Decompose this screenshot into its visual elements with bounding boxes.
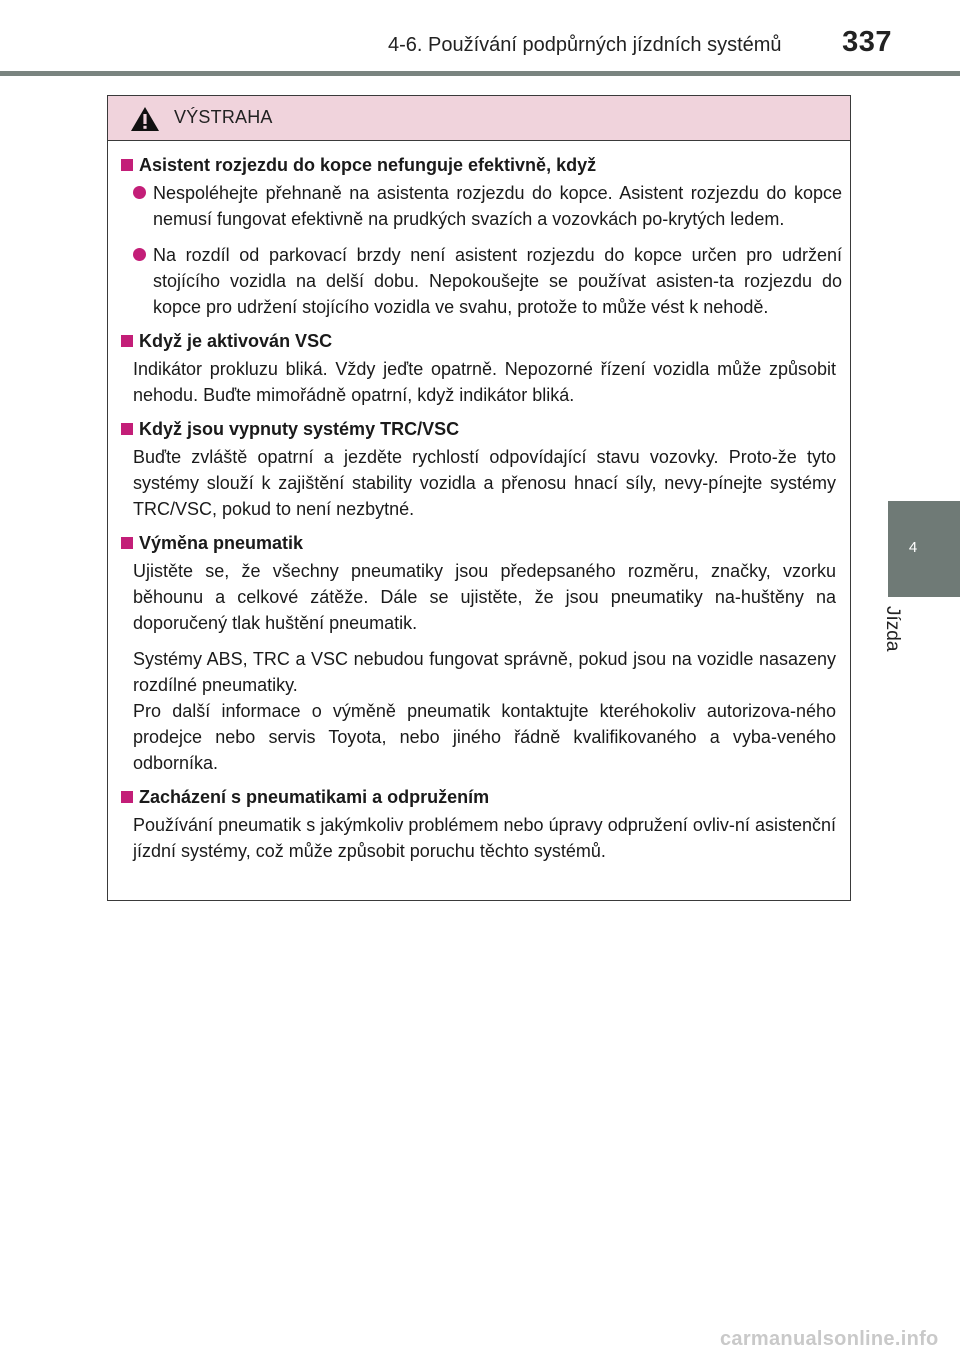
warning-triangle-icon xyxy=(130,106,160,132)
circle-bullet-icon xyxy=(133,248,146,261)
section-heading: Asistent rozjezdu do kopce nefunguje efektivně, když xyxy=(114,152,852,178)
header-divider xyxy=(0,71,960,76)
section-title: 4-6. Používání podpůrných jízdních systémů xyxy=(388,34,782,56)
bullet-item: Na rozdíl od parkovací brzdy není asistent rozjezdu do kopce určen pro udržení stojícího vozidla na delší dobu. Nepokoušejte se používat asisten-ta rozjezdu do kopce pro udržení stojícího vozidla ve svahu, protože to může vést k nehodě. xyxy=(108,242,852,320)
square-bullet-icon xyxy=(121,159,133,171)
section-heading: Výměna pneumatik xyxy=(114,530,852,556)
paragraph: Používání pneumatik s jakýmkoliv problémem nebo úpravy odpružení ovliv-ní asistenční jízdní systémy, což může způsobit poruchu těchto systémů. xyxy=(133,815,836,861)
warning-header xyxy=(108,96,850,141)
chapter-number: 4 xyxy=(908,539,918,556)
warning-title: VÝSTRAHA xyxy=(174,107,273,127)
square-bullet-icon xyxy=(121,537,133,549)
section-heading: Když jsou vypnuty systémy TRC/VSC xyxy=(114,416,852,442)
watermark-logo: carmanualsonline.info xyxy=(720,1328,939,1350)
paragraph: Pro další informace o výměně pneumatik kontaktujte kteréhokoliv autorizova-ného prodejce nebo servis Toyota, nebo jiného řádně kvalifikovaného a vyba-veného odborníka. xyxy=(133,701,836,773)
page-number: 337 xyxy=(842,26,892,58)
paragraph: Ujistěte se, že všechny pneumatiky jsou předepsaného rozměru, značky, vzorku běhounu a celkové zátěže. Dále se ujistěte, že jsou pneumatiky na-huštěny na doporučený tlak huštění pneumatik. xyxy=(133,561,836,633)
square-bullet-icon xyxy=(121,423,133,435)
chapter-tab[interactable] xyxy=(888,501,960,597)
bullet-item: Nespoléhejte přehnaně na asistenta rozjezdu do kopce. Asistent rozjezdu do kopce nemusí fungovat efektivně na prudkých svazích a vozovkách po-krytých ledem. xyxy=(108,180,852,232)
chapter-label xyxy=(882,606,929,676)
square-bullet-icon xyxy=(121,791,133,803)
paragraph: Indikátor prokluzu bliká. Vždy jeďte opatrně. Nepozorné řízení vozidla může způsobit nehodu. Buďte mimořádně opatrní, když indikátor bliká. xyxy=(133,359,836,405)
circle-bullet-icon xyxy=(133,186,146,199)
warning-content xyxy=(108,152,852,864)
paragraph: Systémy ABS, TRC a VSC nebudou fungovat správně, pokud jsou na vozidle nasazeny rozdílné pneumatiky. xyxy=(133,649,836,695)
paragraph: Buďte zvláště opatrní a jezděte rychlostí odpovídající stavu vozovky. Proto-že tyto systémy slouží k zajištění stability vozidla a přenosu hnací síly, nevy-pínejte systémy TRC/VSC, pokud to není nezbytné. xyxy=(133,447,836,519)
square-bullet-icon xyxy=(121,335,133,347)
warning-box xyxy=(107,95,851,901)
section-heading: Zacházení s pneumatikami a odpružením xyxy=(114,784,852,810)
section-heading: Když je aktivován VSC xyxy=(114,328,852,354)
chapter-label-text: Jízda xyxy=(882,606,903,652)
